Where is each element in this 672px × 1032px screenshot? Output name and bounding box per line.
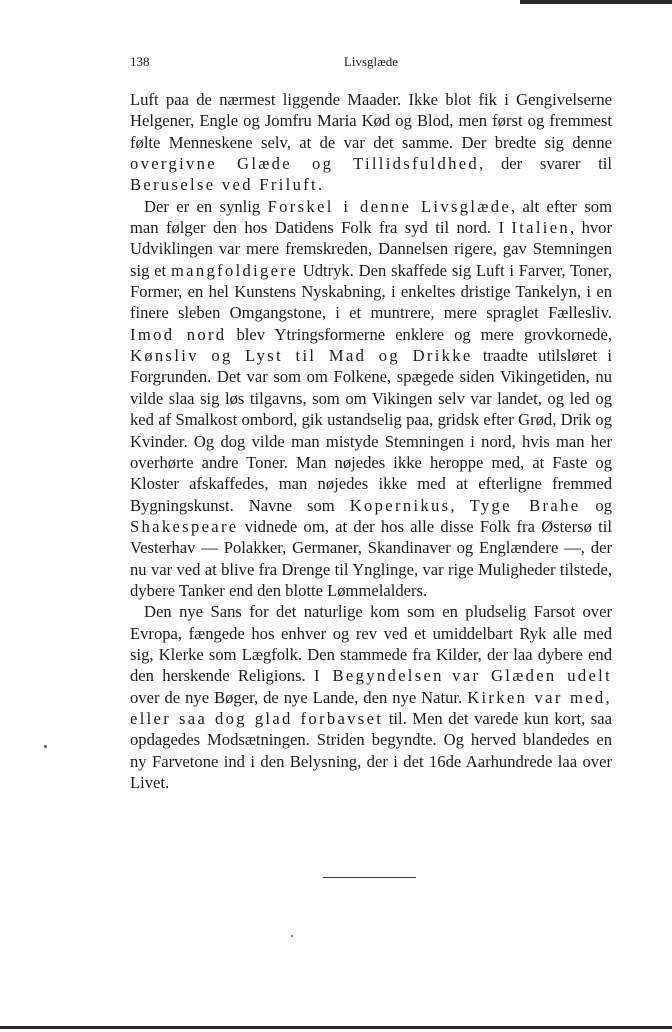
spaced-emphasis: Kønsliv og Lyst til Mad og Drikke — [130, 346, 473, 366]
text-run: til. Men det varede kun kort, saa opdagedes Modsætningen. Striden begyndte. Og herved blandedes en ny Farvetone ind i den Belysning, der i det 16de Aarhundrede laa over Livet. — [130, 708, 612, 792]
spaced-emphasis: var Glæden udelt — [452, 666, 613, 686]
page-number: 138 — [130, 54, 150, 69]
spaced-emphasis: Forskel i denne Livsglæde — [267, 196, 512, 216]
text-run: vidnede om, at der hos alle disse Folk fra Østersø til Vesterhav — Polakker, Germaner, Skandinaver og Englændere —, der nu var ved at blive fra Drenge til Ynglinge, var rige Muligheder tilstede, dybere Tanker end den blotte Lømmelalders. — [130, 516, 612, 600]
spaced-emphasis: Tyge Brahe — [469, 495, 581, 515]
spaced-emphasis: overgivne Glæde og Tillidsfuldhed — [130, 154, 480, 174]
section-end-rule — [323, 877, 416, 878]
text-run: Udtryk. Den skaffede sig Luft i Farver, Toner, Former, en hel Kunstens Nyskabning, i enkeltes dristige Tankelyn, i en finere sleben Omgangstone, i et muntrere, mere spraglet Fællesliv. — [130, 260, 612, 323]
text-run — [444, 666, 452, 685]
spaced-emphasis: Imod nord — [130, 324, 227, 344]
spaced-emphasis: I Begyndelsen — [314, 666, 444, 686]
body-text — [130, 89, 612, 793]
text-run: traadte utilsløret i Forgrunden. Det var som om Folkene, spægede siden Vikingetiden, nu vilde slaa sig løs tilgavns, som om Vikingen selv var landet, og led og ked af Smalkost ombord, gik ustandselig paa, gridsk efter Grød, Drik og Kvinder. Og dog vilde man mistyde Stemningen i nord, hvis man her overhørte andre Toner. Man nøjedes ikke heroppe med, at Faste og Kloster afskaffedes, man nøjedes ikke med at efterligne fremmed Bygningskunst. Navne som — [130, 346, 612, 515]
paragraph-2 — [130, 196, 612, 602]
text-run: . — [317, 175, 323, 195]
spaced-emphasis: Kopernikus — [349, 495, 451, 515]
text-run: over de nye Bøger, de nye Lande, den nye Natur. — [130, 687, 468, 707]
running-title: Livsglæde — [343, 54, 399, 69]
spaced-emphasis: Beruselse ved Friluft — [130, 175, 318, 195]
spaced-emphasis: Kirken var med, eller saa dog glad forbavset — [130, 687, 613, 728]
top-edge-rule — [520, 0, 672, 4]
text-run: Luft paa de nærmest liggende Maader. Ikke blot fik i Gengivelserne Helgener, Engle og Jomfru Maria Kød og Blod, men først og fremmest følte Menneskene selv, at de var det samme. Der bredte sig denne — [130, 90, 612, 152]
text-run: blev Ytringsformerne enklere og mere grovkornede, — [226, 324, 612, 344]
spaced-emphasis: Shakespeare — [130, 516, 239, 536]
spaced-emphasis: mangfoldigere — [170, 260, 298, 280]
text-run: Den nye Sans for det naturlige kom som en pludselig Farsot over Evropa, fængede hos enhver og rev ved et umiddelbart Ryk alle med sig, Klerke som Lægfolk. Den stammede fra Kilder, der laa dybere end den herskende Religions. — [130, 602, 612, 686]
text-run: og — [580, 495, 612, 515]
paragraph-1 — [130, 89, 612, 196]
paragraph-3 — [130, 601, 612, 793]
scan-speck — [44, 745, 47, 748]
text-run: , der svarer til — [479, 154, 612, 174]
spaced-emphasis: Italien — [511, 218, 571, 238]
bottom-edge-rule — [0, 1026, 672, 1029]
text-run: , alt efter som man følger den hos Datidens Folk fra syd til nord. I — [130, 196, 612, 238]
text-run: Der er en synlig — [144, 196, 268, 216]
page-header — [130, 54, 612, 74]
scan-speck — [291, 935, 293, 937]
text-run: , — [450, 495, 470, 515]
text-run: , hvor Udviklingen var mere fremskreden, Dannelsen rigere, gav Stemningen sig et — [130, 218, 612, 280]
